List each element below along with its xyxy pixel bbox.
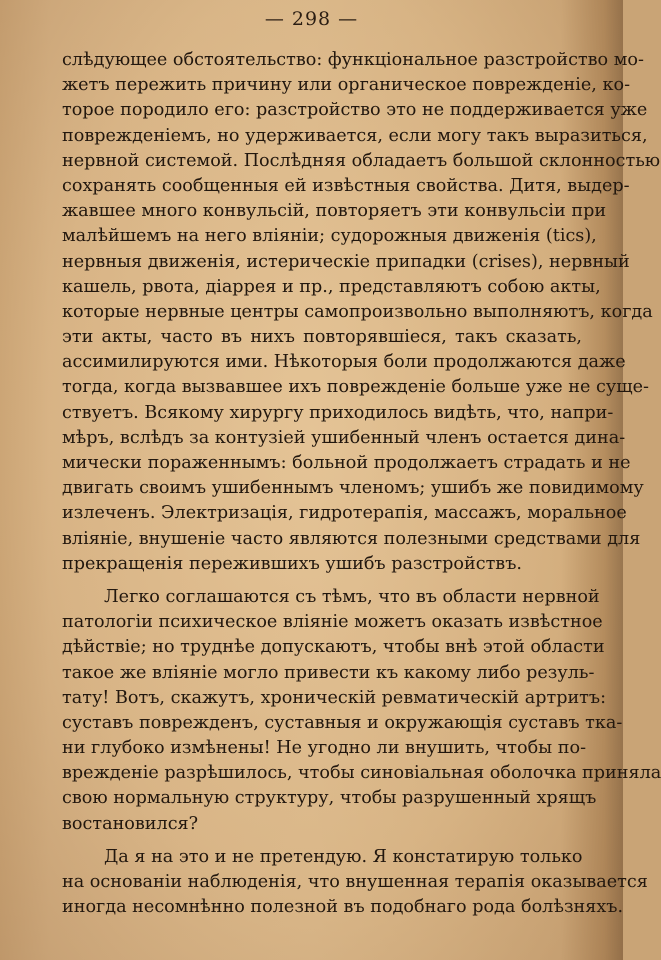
text-line: эти акты, часто въ нихъ повторявшіеся, такъ сказать, [62, 327, 582, 348]
text-line: суставъ поврежденъ, суставныя и окружающія суставъ тка- [62, 712, 623, 733]
paragraph-gap [62, 577, 582, 585]
text-line: врежденіе разрѣшилось, чтобы синовіальная оболочка приняла [62, 763, 661, 784]
text-line: мѣръ, вслѣдъ за контузіей ушибенный членъ остается дина- [62, 427, 626, 448]
text-line: тату! Вотъ, скажутъ, хроническій ревматическій артритъ: [62, 687, 607, 708]
text-line: которые нервные центры самопроизвольно выполняютъ, когда [62, 301, 653, 322]
text-line: востановился? [62, 813, 199, 834]
text-line: двигать своимъ ушибеннымъ членомъ; ушибъ же повидимому [62, 478, 644, 499]
text-line: ассимилируются ими. Нѣкоторыя боли продолжаются даже [62, 352, 626, 373]
text-line: нервныя движенія, истерическіе припадки (crises), нервный [62, 251, 630, 272]
paragraph-gap [62, 837, 582, 845]
text-line: Легко соглашаются съ тѣмъ, что въ области нервной [104, 586, 600, 607]
paragraph-3 [62, 845, 648, 921]
text-line: свою нормальную структуру, чтобы разрушенный хрящъ [62, 788, 597, 809]
text-line: поврежденіемъ, но удерживается, если могу такъ выразиться, [62, 125, 648, 146]
paragraph-2 [62, 585, 661, 837]
text-line: Да я на это и не претендую. Я констатирую только [104, 846, 583, 867]
text-line: патологіи психическое вліяніе можетъ оказать извѣстное [62, 612, 603, 633]
text-line: малѣйшемъ на него вліяніи; судорожныя движенія (tics), [62, 226, 597, 247]
text-line: слѣдующее обстоятельство: функціональное разстройство мо- [62, 50, 644, 70]
paragraph-1 [62, 48, 661, 577]
text-line: торое породило его: разстройство это не поддерживается уже [62, 100, 648, 121]
text-line: вліяніе, внушеніе часто являются полезными средствами для [62, 528, 641, 549]
text-line: сохранять сообщенныя ей извѣстныя свойства. Дитя, выдер- [62, 175, 630, 196]
text-line: на основаніи наблюденія, что внушенная терапія оказывается [62, 872, 648, 892]
text-line: такое же вліяніе могло привести къ какому либо резуль- [62, 662, 595, 683]
text-line: ствуетъ. Всякому хирургу приходилось видѣть, что, напри- [62, 402, 614, 423]
text-line: нервной системой. Послѣдняя обладаетъ большой склонностью [62, 150, 661, 171]
text-line: тогда, когда вызвавшее ихъ поврежденіе больше уже не суще- [62, 377, 649, 398]
text-line: излеченъ. Электризація, гидротерапія, массажъ, моральное [62, 503, 627, 524]
text-line: дѣйствіе; но труднѣе допускаютъ, чтобы внѣ этой области [62, 637, 605, 658]
text-line: кашель, рвота, діаррея и пр., представляютъ собою акты, [62, 276, 601, 297]
text-line: ни глубоко измѣнены! Не угодно ли внушить, чтобы по- [62, 738, 587, 759]
page-number: — 298 — [264, 8, 359, 30]
text-line: мически пораженнымъ: больной продолжаетъ страдать и не [62, 453, 631, 473]
text-line: жавшее много конвульсій, повторяетъ эти конвульсіи при [62, 201, 607, 222]
text-line: прекращенія пережившихъ ушибъ разстройствъ. [62, 553, 522, 574]
text-line: жетъ пережить причину или органическое поврежденіе, ко- [62, 75, 631, 96]
text-line: иногда несомнѣнно полезной въ подобнаго рода болѣзняхъ. [62, 897, 624, 918]
body-text [62, 48, 661, 920]
